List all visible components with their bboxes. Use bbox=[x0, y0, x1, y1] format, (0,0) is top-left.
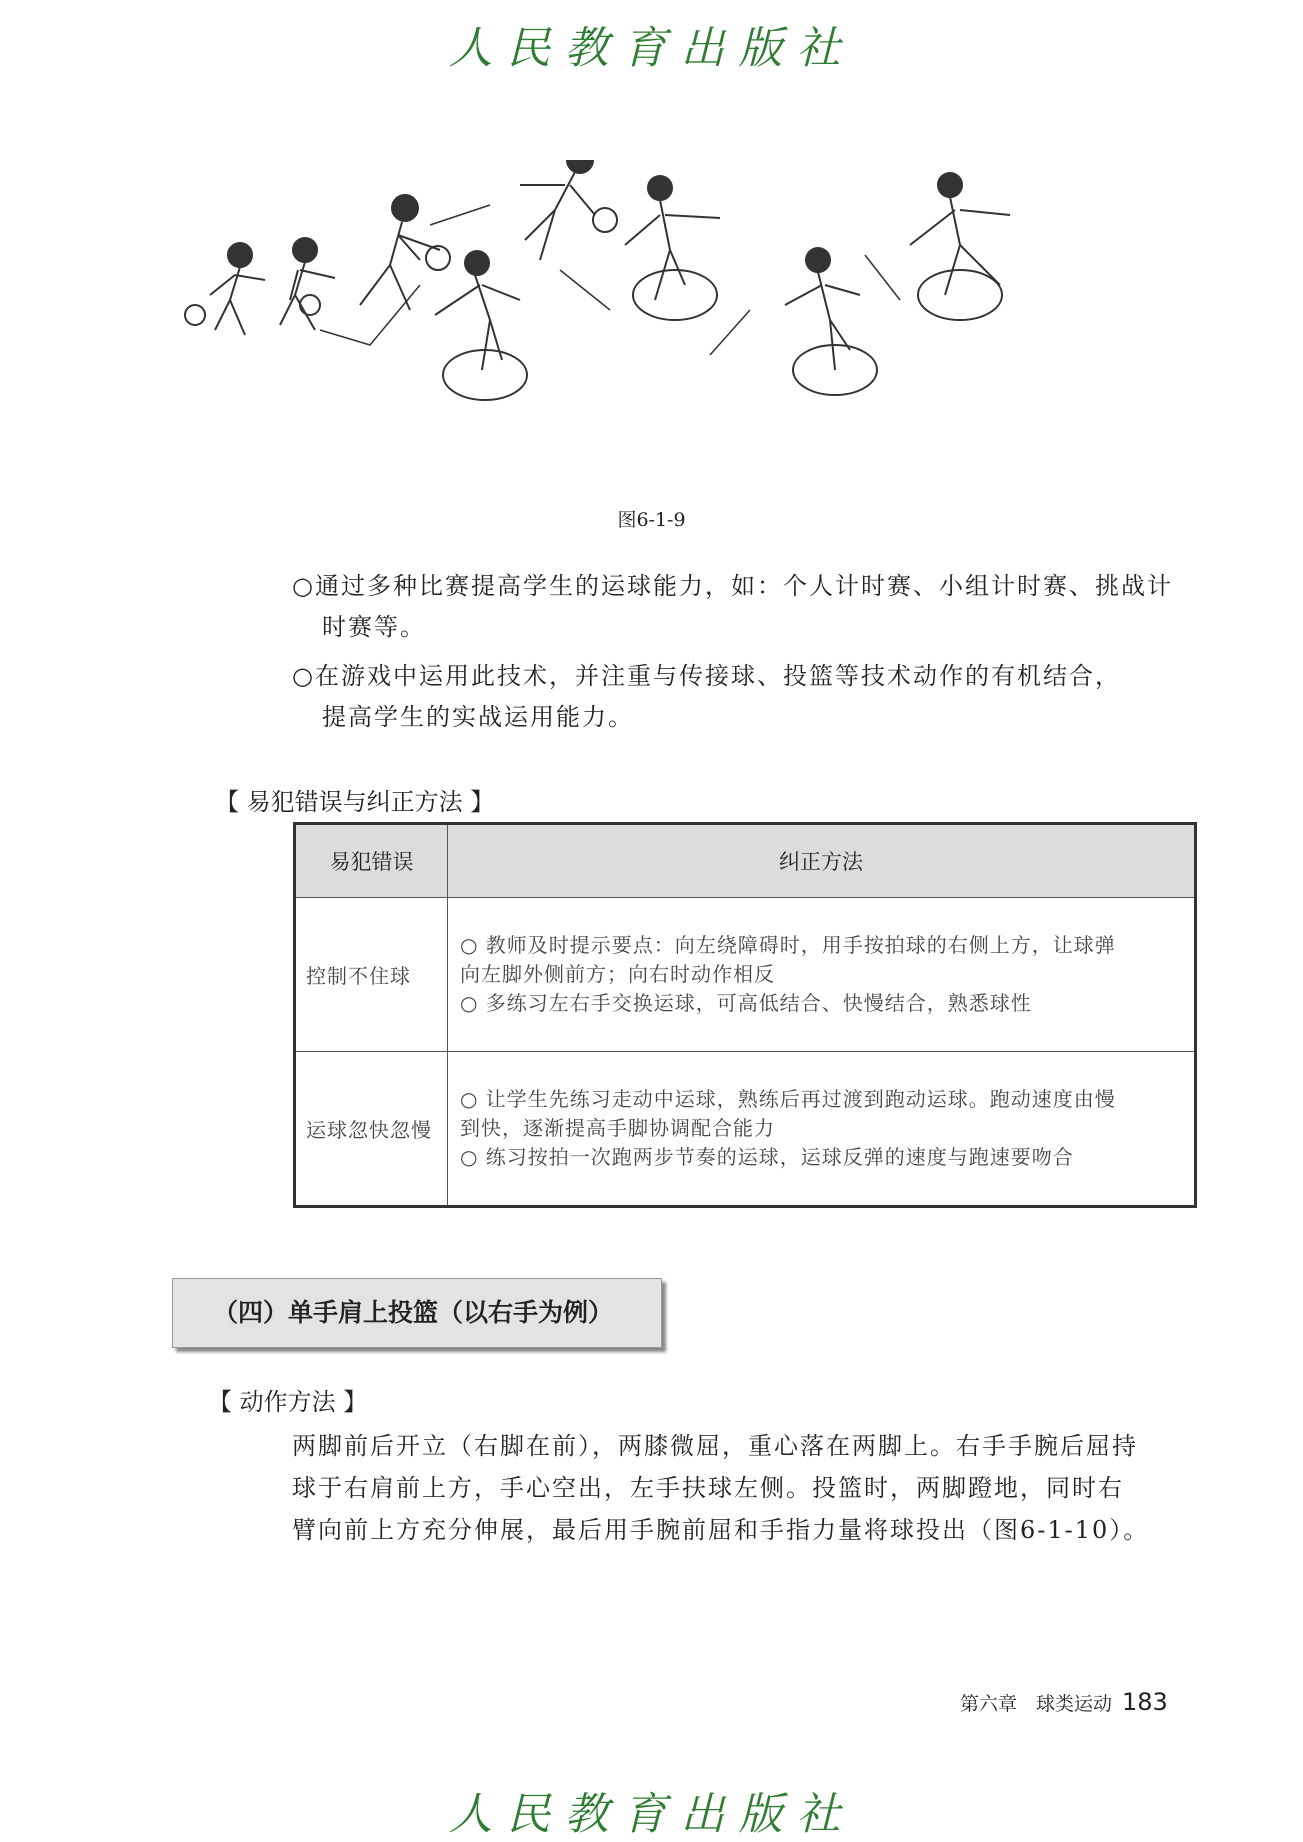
defender-figure bbox=[785, 248, 877, 395]
subsection-title: （四）单手肩上投篮（以右手为例） bbox=[172, 1278, 662, 1348]
table-row bbox=[295, 898, 1196, 1052]
fix-line: ○ 教师及时提示要点：向左绕障碍时，用手按拍球的右侧上方，让球弹 bbox=[460, 932, 1116, 957]
page-footer bbox=[960, 1688, 1168, 1716]
fix-line: 向左脚外侧前方；向右时动作相反 bbox=[460, 961, 775, 986]
method-section-heading: 【 动作方法 】 bbox=[208, 1388, 368, 1416]
player-figure bbox=[520, 160, 617, 260]
errors-table bbox=[293, 822, 1197, 1208]
fix-line: 到快，逐渐提高手脚协调配合能力 bbox=[460, 1115, 775, 1140]
bullet-text-line1: 通过多种比赛提高学生的运球能力，如：个人计时赛、小组计时赛、挑战计 bbox=[314, 572, 1173, 600]
method-line: 臂向前上方充分伸展，最后用手腕前屈和手指力量将球投出（图6-1-10）。 bbox=[292, 1516, 1150, 1544]
error-cell: 控制不住球 bbox=[295, 898, 448, 1052]
publisher-logo-bottom: 人民教育出版社 bbox=[448, 1789, 855, 1840]
bullet-text-line1: 在游戏中运用此技术，并注重与传接球、投篮等技术动作的有机结合， bbox=[314, 662, 1121, 690]
defender-figure bbox=[625, 176, 720, 320]
method-paragraph bbox=[292, 1425, 1202, 1551]
header-error: 易犯错误 bbox=[295, 824, 448, 898]
method-line: 球于右肩前上方，手心空出，左手扶球左侧。投篮时，两脚蹬地，同时右 bbox=[292, 1474, 1124, 1502]
page-number: 183 bbox=[1122, 1688, 1168, 1716]
bullet-item bbox=[292, 566, 1202, 648]
fix-cell bbox=[448, 898, 1196, 1052]
chapter-title: 第六章 球类运动 bbox=[960, 1693, 1113, 1715]
movement-arrows bbox=[320, 205, 900, 355]
bullet-text-line2: 提高学生的实战运用能力。 bbox=[322, 703, 634, 731]
figure-caption: 图6-1-9 bbox=[617, 509, 686, 531]
publisher-logo-top: 人民教育出版社 bbox=[448, 23, 855, 74]
errors-section-heading: 【 易犯错误与纠正方法 】 bbox=[215, 788, 495, 816]
player-figure bbox=[185, 243, 265, 335]
bullet-item bbox=[292, 656, 1202, 738]
error-cell: 运球忽快忽慢 bbox=[295, 1051, 448, 1206]
dribbling-drill-figure bbox=[170, 160, 1220, 490]
fix-cell bbox=[448, 1051, 1196, 1206]
bullet-symbol: ○ bbox=[292, 572, 315, 600]
method-line: 两脚前后开立（右脚在前），两膝微屈，重心落在两脚上。右手手腕后屈持 bbox=[292, 1432, 1138, 1460]
bullet-text-line2: 时赛等。 bbox=[322, 613, 426, 641]
table-header-row bbox=[295, 824, 1196, 898]
fix-line: ○ 让学生先练习走动中运球，熟练后再过渡到跑动运球。跑动速度由慢 bbox=[460, 1086, 1116, 1111]
fix-line: ○ 练习按拍一次跑两步节奏的运球，运球反弹的速度与跑速要吻合 bbox=[460, 1144, 1074, 1169]
player-figure bbox=[280, 238, 335, 330]
player-figure bbox=[360, 195, 450, 310]
table-row bbox=[295, 1051, 1196, 1206]
header-fix: 纠正方法 bbox=[448, 824, 1196, 898]
defender-figure bbox=[435, 251, 527, 400]
defender-figure bbox=[910, 173, 1010, 320]
fix-line: ○ 多练习左右手交换运球，可高低结合、快慢结合，熟悉球性 bbox=[460, 990, 1032, 1015]
bullet-symbol: ○ bbox=[292, 662, 315, 690]
